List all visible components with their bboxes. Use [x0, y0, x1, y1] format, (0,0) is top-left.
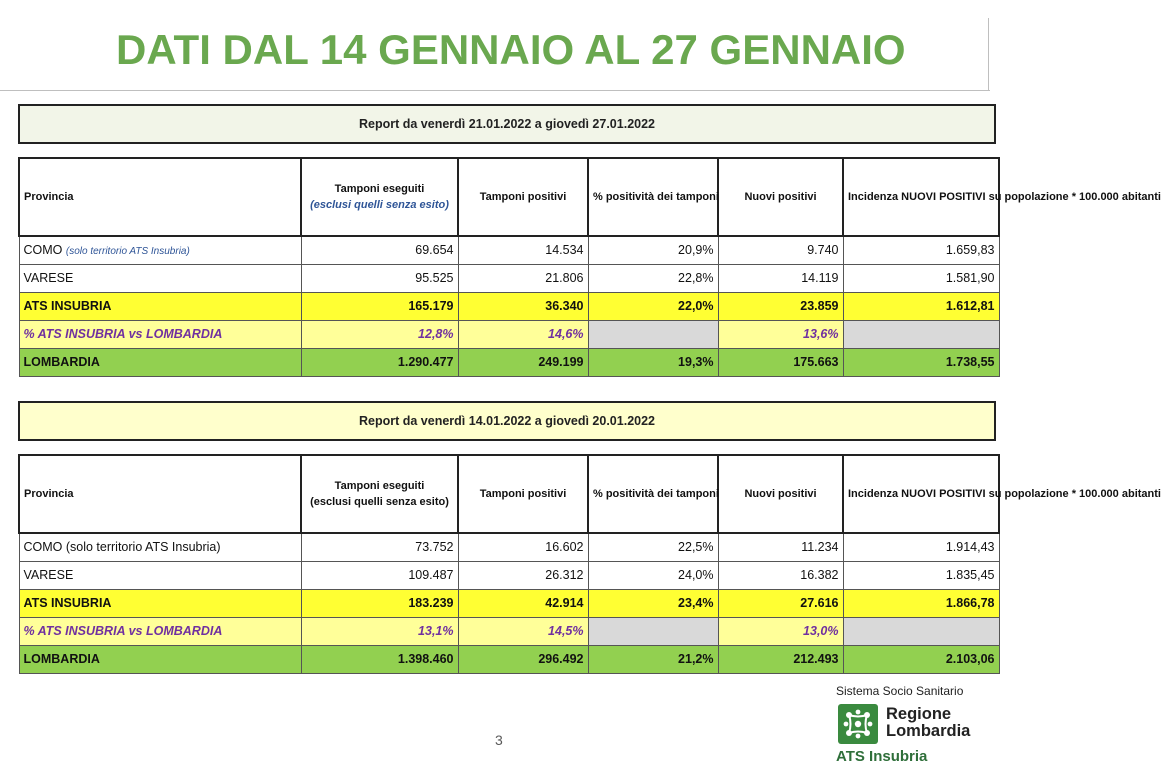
cell-positivi: 14,6% [458, 320, 588, 348]
cell-provincia: ATS INSUBRIA [19, 292, 301, 320]
cell-perc: 21,2% [588, 645, 718, 673]
cell-incidenza: 1.835,45 [843, 561, 999, 589]
table-header-row [19, 455, 999, 533]
cell-incidenza: 1.581,90 [843, 264, 999, 292]
cell-positivi: 296.492 [458, 645, 588, 673]
cell-incidenza: 2.103,06 [843, 645, 999, 673]
cell-positivi: 249.199 [458, 348, 588, 376]
table-row-como [19, 533, 999, 561]
table-header-row [19, 158, 999, 236]
report-table-1 [18, 157, 1161, 377]
cell-tamponi: 69.654 [301, 236, 458, 264]
header-tamponi-eseguiti: Tamponi eseguiti (esclusi quelli senza esito) [301, 455, 458, 533]
table-row-ats-vs-lombardia [19, 617, 999, 645]
cell-perc: 22,5% [588, 533, 718, 561]
cell-nuovi: 27.616 [718, 589, 843, 617]
cell-perc: 22,0% [588, 292, 718, 320]
table-row-lombardia [19, 645, 999, 673]
cell-tamponi: 12,8% [301, 320, 458, 348]
page-title: DATI DAL 14 GENNAIO AL 27 GENNAIO [116, 26, 906, 73]
cell-incidenza-empty [843, 320, 999, 348]
cell-provincia: ATS INSUBRIA [19, 589, 301, 617]
header-provincia: Provincia [19, 158, 301, 236]
title-divider-vertical [988, 18, 989, 91]
logo-system-label: Sistema Socio Sanitario [836, 684, 964, 698]
cell-incidenza: 1.914,43 [843, 533, 999, 561]
cell-tamponi: 73.752 [301, 533, 458, 561]
header-tamponi-note: (esclusi quelli senza esito) [310, 496, 449, 508]
cell-tamponi: 109.487 [301, 561, 458, 589]
header-provincia: Provincia [19, 455, 301, 533]
cell-tamponi: 13,1% [301, 617, 458, 645]
cell-nuovi: 13,0% [718, 617, 843, 645]
cell-perc-empty [588, 617, 718, 645]
cell-incidenza: 1.866,78 [843, 589, 999, 617]
header-tamponi-eseguiti: Tamponi eseguiti (esclusi quelli senza esito) [301, 158, 458, 236]
table-row-ats-vs-lombardia [19, 320, 999, 348]
cell-positivi: 14.534 [458, 236, 588, 264]
cell-perc: 20,9% [588, 236, 718, 264]
header-perc-positivita: % positività dei tamponi [588, 158, 718, 236]
cell-nuovi: 11.234 [718, 533, 843, 561]
cell-tamponi: 1.398.460 [301, 645, 458, 673]
cell-nuovi: 14.119 [718, 264, 843, 292]
cell-positivi: 14,5% [458, 617, 588, 645]
logo-name: Regione Lombardia [886, 705, 971, 740]
header-incidenza: Incidenza NUOVI POSITIVI su popolazione * 100.000 abitanti [843, 158, 999, 236]
cell-provincia: LOMBARDIA [19, 645, 301, 673]
cell-provincia: VARESE [19, 264, 301, 292]
cell-provincia: VARESE [19, 561, 301, 589]
cell-incidenza: 1.612,81 [843, 292, 999, 320]
cell-tamponi: 183.239 [301, 589, 458, 617]
regione-lombardia-rosa-camuna-icon [838, 704, 878, 744]
table-row-lombardia [19, 348, 999, 376]
logo-ats-insubria: ATS Insubria [836, 748, 928, 765]
cell-positivi: 21.806 [458, 264, 588, 292]
header-nuovi-positivi: Nuovi positivi [718, 158, 843, 236]
header-tamponi-note: (esclusi quelli senza esito) [310, 199, 449, 211]
cell-perc: 24,0% [588, 561, 718, 589]
table-row-varese [19, 561, 999, 589]
cell-tamponi: 1.290.477 [301, 348, 458, 376]
table-row-varese [19, 264, 999, 292]
cell-provincia: % ATS INSUBRIA vs LOMBARDIA [19, 320, 301, 348]
cell-tamponi: 95.525 [301, 264, 458, 292]
header-perc-positivita: % positività dei tamponi [588, 455, 718, 533]
table-row-ats-insubria [19, 292, 999, 320]
header-tamponi-positivi: Tamponi positivi [458, 455, 588, 533]
cell-nuovi: 212.493 [718, 645, 843, 673]
cell-nuovi: 9.740 [718, 236, 843, 264]
cell-positivi: 26.312 [458, 561, 588, 589]
cell-perc-empty [588, 320, 718, 348]
report-table-2 [18, 454, 1161, 674]
header-tamponi-positivi: Tamponi positivi [458, 158, 588, 236]
cell-nuovi: 23.859 [718, 292, 843, 320]
cell-provincia: COMO (solo territorio ATS Insubria) [19, 533, 301, 561]
cell-provincia: LOMBARDIA [19, 348, 301, 376]
cell-incidenza-empty [843, 617, 999, 645]
cell-provincia: % ATS INSUBRIA vs LOMBARDIA [19, 617, 301, 645]
cell-perc: 19,3% [588, 348, 718, 376]
cell-tamponi: 165.179 [301, 292, 458, 320]
report-title-box-1 [18, 104, 996, 144]
page-number: 3 [495, 732, 503, 748]
cell-incidenza: 1.659,83 [843, 236, 999, 264]
cell-positivi: 42.914 [458, 589, 588, 617]
header-nuovi-positivi: Nuovi positivi [718, 455, 843, 533]
report-title-2: Report da venerdì 14.01.2022 a giovedì 20.01.2022 [359, 414, 655, 428]
report-title-box-2 [18, 401, 996, 441]
table-row-como [19, 236, 999, 264]
cell-nuovi: 13,6% [718, 320, 843, 348]
cell-positivi: 16.602 [458, 533, 588, 561]
cell-incidenza: 1.738,55 [843, 348, 999, 376]
header-incidenza: Incidenza NUOVI POSITIVI su popolazione * 100.000 abitanti [843, 455, 999, 533]
report-title-1: Report da venerdì 21.01.2022 a giovedì 27.01.2022 [359, 117, 655, 131]
cell-nuovi: 16.382 [718, 561, 843, 589]
title-divider [0, 90, 990, 91]
table-row-ats-insubria [19, 589, 999, 617]
cell-nuovi: 175.663 [718, 348, 843, 376]
cell-provincia: COMO (solo territorio ATS Insubria) [19, 236, 301, 264]
cell-perc: 23,4% [588, 589, 718, 617]
cell-perc: 22,8% [588, 264, 718, 292]
cell-positivi: 36.340 [458, 292, 588, 320]
